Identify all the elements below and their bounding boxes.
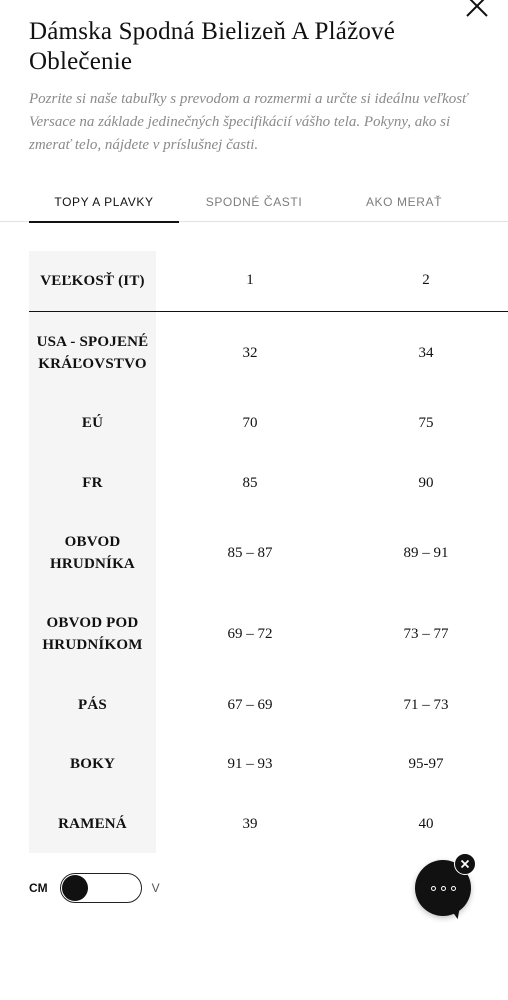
table-cell: 69 – 72: [227, 625, 273, 642]
table-row: [29, 395, 508, 451]
tab-bar: [0, 186, 508, 222]
table-cell: 70: [242, 414, 258, 431]
row-header: VEĽKOSŤ (IT): [29, 251, 156, 311]
chat-dismiss-button[interactable]: [454, 853, 476, 875]
row-header: FR: [29, 451, 156, 515]
close-icon: [460, 859, 470, 869]
column-header-size-2: 2: [344, 251, 508, 311]
unit-label-inch[interactable]: V: [151, 881, 160, 895]
table-row: [29, 677, 508, 733]
table-cell: 95-97: [408, 755, 444, 772]
table-row: [29, 591, 508, 677]
row-header: OBVOD POD HRUDNÍKOM: [29, 591, 156, 677]
unit-switch[interactable]: [60, 873, 142, 903]
intro-text: Pozrite si naše tabuľky s prevodom a rozmermi a určte si ideálnu veľkosť Versace na základe jedinečných špecifikácií vášho tela. Pokyny, ako si zmerať telo, nájdete v príslušnej časti.: [29, 91, 468, 153]
table-cell: 73 – 77: [403, 625, 449, 642]
column-header-size-1: 1: [156, 251, 344, 311]
table-cell: 40: [418, 815, 434, 832]
row-header: RAMENÁ: [29, 795, 156, 853]
table-cell: 85 – 87: [227, 544, 273, 561]
row-header: OBVOD HRUDNÍKA: [29, 515, 156, 591]
table-cell: 67 – 69: [227, 696, 273, 713]
page-title: Dámska Spodná Bielizeň A Plážové Oblečenie: [29, 18, 396, 75]
row-header: BOKY: [29, 733, 156, 795]
tab-tops-and-swimwear[interactable]: TOPY A PLAVKY: [29, 186, 179, 223]
row-header: EÚ: [29, 395, 156, 451]
table-cell: 75: [418, 414, 434, 431]
unit-label-cm[interactable]: CM: [29, 881, 48, 895]
table-cell: 85: [242, 474, 258, 491]
table-cell: 71 – 73: [403, 696, 449, 713]
table-cell: 32: [242, 344, 258, 361]
row-header: PÁS: [29, 677, 156, 733]
table-cell: 39: [242, 815, 258, 832]
table-row: [29, 515, 508, 591]
table-cell: 91 – 93: [227, 755, 273, 772]
table-cell: 90: [418, 474, 434, 491]
table-row: [29, 733, 508, 795]
table-row: [29, 311, 508, 395]
tab-bottoms[interactable]: SPODNÉ ČASTI: [205, 195, 303, 209]
table-row: [29, 795, 508, 853]
size-chart-table: [29, 251, 508, 853]
unit-toggle: [29, 872, 160, 904]
table-cell: 34: [418, 344, 434, 361]
row-header: USA - SPOJENÉ KRÁĽOVSTVO: [29, 311, 156, 395]
table-header-row: [29, 251, 508, 311]
switch-knob: [62, 875, 88, 901]
table-row: [29, 451, 508, 515]
table-cell: 89 – 91: [403, 544, 449, 561]
tab-how-to-measure[interactable]: AKO MERAŤ: [365, 195, 443, 209]
